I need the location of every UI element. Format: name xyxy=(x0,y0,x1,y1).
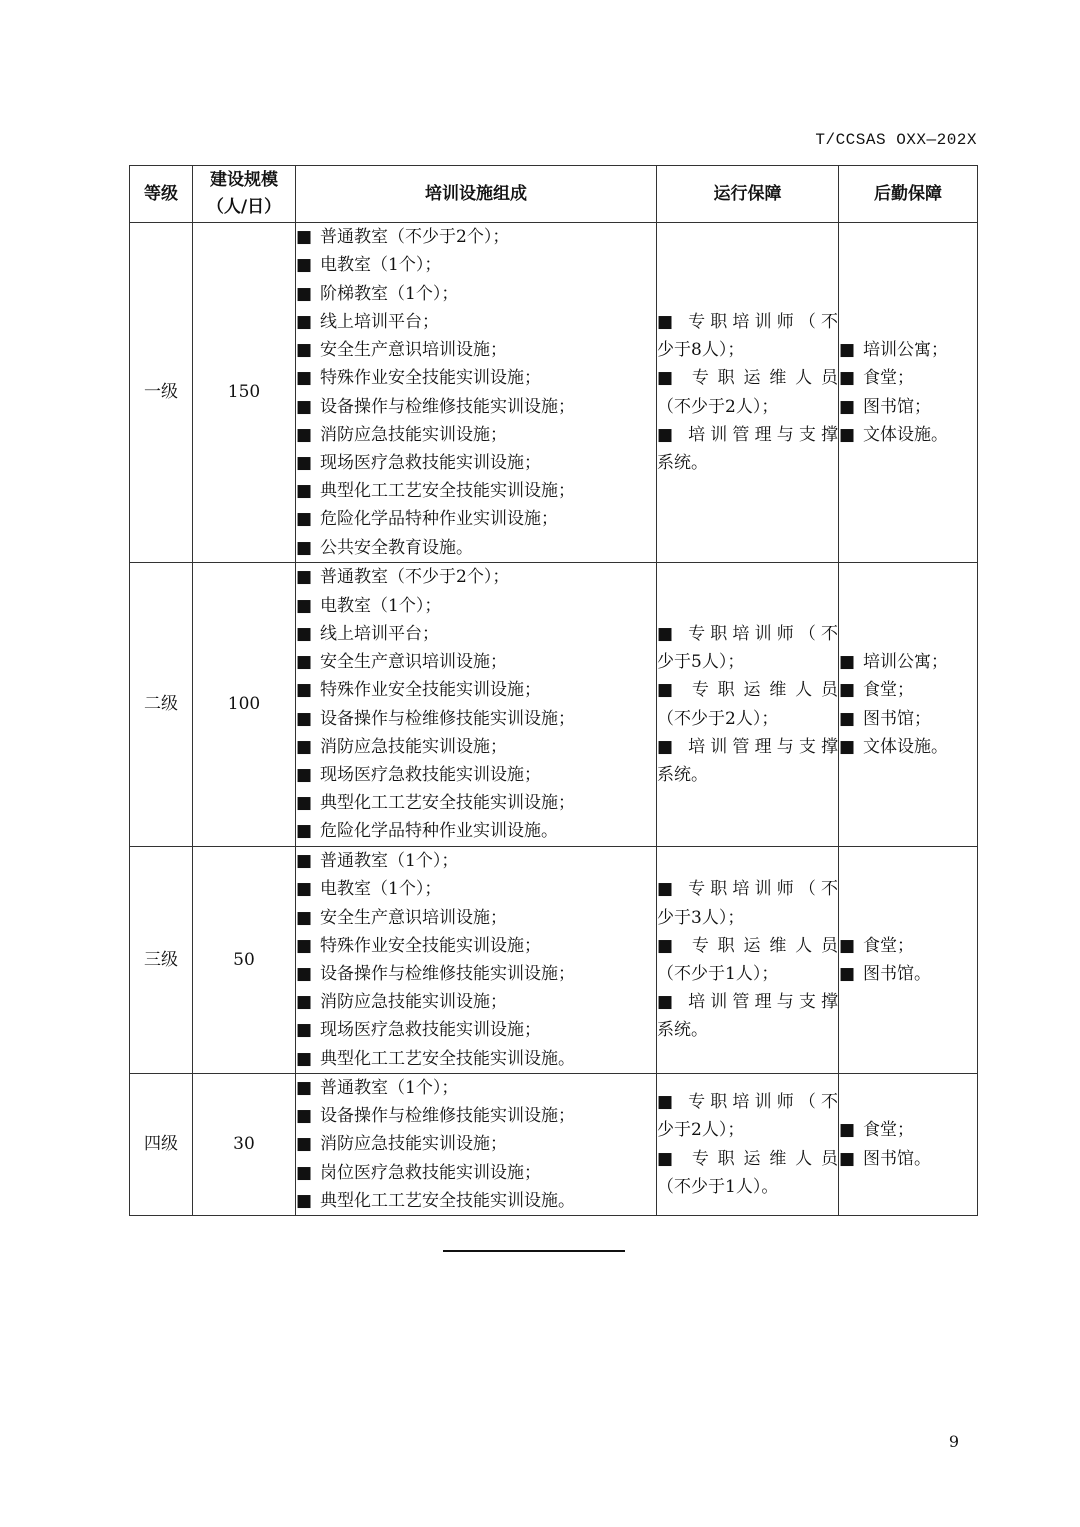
level-cell: 一级 xyxy=(130,223,193,563)
operation-text: （不少于1人）； xyxy=(657,964,779,984)
logistics-item xyxy=(839,960,977,988)
facility-text: 电教室（1个）； xyxy=(320,255,442,276)
bullet-square-icon: ■ xyxy=(839,1120,856,1141)
facility-text: 危险化学品特种作业实训设施。 xyxy=(320,821,558,842)
operation-line xyxy=(657,620,838,648)
facility-item xyxy=(296,960,656,988)
facility-text: 消防应急技能实训设施； xyxy=(320,424,507,445)
facility-text: 普通教室（不少于2个）； xyxy=(320,567,510,588)
bullet-square-icon: ■ xyxy=(657,311,674,332)
bullet-square-icon: ■ xyxy=(657,992,674,1013)
operation-line xyxy=(657,364,838,392)
operation-text: 专职运维人员 xyxy=(683,1148,838,1169)
operation-line xyxy=(657,1088,838,1116)
facility-item xyxy=(296,336,656,364)
bullet-square-icon: ■ xyxy=(296,992,313,1013)
logistics-text: 图书馆。 xyxy=(863,1148,931,1169)
operation-line xyxy=(657,1016,838,1044)
bullet-square-icon: ■ xyxy=(296,652,313,673)
logistics-text: 文体设施。 xyxy=(863,424,948,445)
facility-item xyxy=(296,676,656,704)
facility-text: 现场医疗急救技能实训设施； xyxy=(320,1020,541,1041)
facility-item xyxy=(296,251,656,279)
bullet-square-icon: ■ xyxy=(296,1162,313,1183)
bullet-square-icon: ■ xyxy=(839,736,856,757)
operation-text: （不少于2人）； xyxy=(657,708,779,729)
facility-text: 普通教室（1个）； xyxy=(320,851,459,872)
operation-cell xyxy=(657,223,839,563)
operation-line xyxy=(657,1116,838,1144)
operation-text: 系统。 xyxy=(657,1020,708,1041)
bullet-square-icon: ■ xyxy=(657,368,674,389)
operation-text: 少于5人）； xyxy=(657,652,745,673)
bullet-square-icon: ■ xyxy=(839,680,856,701)
facility-item xyxy=(296,449,656,477)
operation-text: 专职培训师（不 xyxy=(683,623,838,644)
facility-text: 线上培训平台； xyxy=(320,623,439,644)
bullet-square-icon: ■ xyxy=(296,879,313,900)
facility-item xyxy=(296,789,656,817)
table-header-row xyxy=(130,166,978,223)
bullet-square-icon: ■ xyxy=(296,764,313,785)
bullet-square-icon: ■ xyxy=(296,311,313,332)
operation-line xyxy=(657,1145,838,1173)
logistics-text: 培训公寓； xyxy=(863,652,948,673)
operation-text: 少于2人）； xyxy=(657,1120,745,1141)
facility-text: 普通教室（1个）； xyxy=(320,1078,459,1098)
logistics-item xyxy=(839,393,977,421)
bullet-square-icon: ■ xyxy=(296,452,313,473)
bullet-square-icon: ■ xyxy=(839,340,856,361)
operation-text: 专职运维人员 xyxy=(683,368,838,389)
bullet-square-icon: ■ xyxy=(296,340,313,361)
bullet-square-icon: ■ xyxy=(657,623,674,644)
bullet-square-icon: ■ xyxy=(296,537,313,558)
operation-text: （不少于2人）； xyxy=(657,396,779,417)
facility-text: 电教室（1个）； xyxy=(320,879,442,900)
bullet-square-icon: ■ xyxy=(296,368,313,389)
logistics-item xyxy=(839,648,977,676)
bullet-square-icon: ■ xyxy=(839,708,856,729)
facilities-cell xyxy=(296,1074,657,1216)
operation-cell xyxy=(657,847,839,1074)
facility-text: 典型化工工艺安全技能实训设施； xyxy=(320,481,575,502)
facility-item xyxy=(296,308,656,336)
facility-item xyxy=(296,223,656,251)
facility-item xyxy=(296,733,656,761)
page-number: 9 xyxy=(948,1432,959,1451)
operation-text: 系统。 xyxy=(657,764,708,785)
logistics-text: 图书馆。 xyxy=(863,964,931,984)
scale-cell: 150 xyxy=(193,223,296,563)
bullet-square-icon: ■ xyxy=(296,964,313,984)
operation-line xyxy=(657,705,838,733)
operation-line xyxy=(657,336,838,364)
bullet-square-icon: ■ xyxy=(296,1020,313,1041)
facility-item xyxy=(296,364,656,392)
operation-text: 专职运维人员 xyxy=(683,935,838,956)
facility-text: 消防应急技能实训设施； xyxy=(320,736,507,757)
facility-item xyxy=(296,620,656,648)
facility-item xyxy=(296,1102,656,1130)
operation-text: 专职培训师（不 xyxy=(683,879,838,900)
facility-item xyxy=(296,1045,656,1073)
facility-item xyxy=(296,1016,656,1044)
logistics-item xyxy=(839,705,977,733)
facility-text: 典型化工工艺安全技能实训设施。 xyxy=(320,1190,575,1211)
operation-text: 专职运维人员 xyxy=(683,680,838,701)
facilities-cell xyxy=(296,563,657,847)
operation-line xyxy=(657,676,838,704)
bullet-square-icon: ■ xyxy=(657,935,674,956)
operation-text: 培训管理与支撑 xyxy=(683,736,838,757)
bullet-square-icon: ■ xyxy=(296,708,313,729)
facility-text: 现场医疗急救技能实训设施； xyxy=(320,764,541,785)
bullet-square-icon: ■ xyxy=(296,680,313,701)
operation-text: 专职培训师（不 xyxy=(683,311,838,332)
scale-cell: 50 xyxy=(193,847,296,1074)
bullet-square-icon: ■ xyxy=(296,1048,313,1069)
logistics-item xyxy=(839,676,977,704)
bullet-square-icon: ■ xyxy=(657,736,674,757)
logistics-cell xyxy=(839,1074,978,1216)
facility-item xyxy=(296,761,656,789)
facilities-cell xyxy=(296,847,657,1074)
scale-cell: 30 xyxy=(193,1074,296,1216)
facility-item xyxy=(296,421,656,449)
operation-text: （不少于1人）。 xyxy=(657,1176,779,1197)
facility-text: 安全生产意识培训设施； xyxy=(320,652,507,673)
logistics-item xyxy=(839,1116,977,1144)
facility-item xyxy=(296,393,656,421)
logistics-item xyxy=(839,364,977,392)
facility-text: 典型化工工艺安全技能实训设施。 xyxy=(320,1048,575,1069)
operation-line xyxy=(657,960,838,988)
operation-cell xyxy=(657,1074,839,1216)
operation-line xyxy=(657,449,838,477)
bullet-square-icon: ■ xyxy=(839,652,856,673)
bullet-square-icon: ■ xyxy=(296,623,313,644)
facility-text: 岗位医疗急救技能实训设施； xyxy=(320,1162,541,1183)
logistics-item xyxy=(839,1145,977,1173)
facility-item xyxy=(296,904,656,932)
bullet-square-icon: ■ xyxy=(657,1092,674,1113)
bullet-square-icon: ■ xyxy=(657,1148,674,1169)
facility-item xyxy=(296,1074,656,1102)
facility-text: 特殊作业安全技能实训设施； xyxy=(320,680,541,701)
facility-item xyxy=(296,932,656,960)
operation-line xyxy=(657,421,838,449)
facility-text: 典型化工工艺安全技能实训设施； xyxy=(320,793,575,814)
facility-text: 特殊作业安全技能实训设施； xyxy=(320,935,541,956)
facilities-cell xyxy=(296,223,657,563)
logistics-item xyxy=(839,932,977,960)
facility-item xyxy=(296,648,656,676)
bullet-square-icon: ■ xyxy=(839,396,856,417)
bullet-square-icon: ■ xyxy=(296,1106,313,1127)
facility-item xyxy=(296,988,656,1016)
bullet-square-icon: ■ xyxy=(657,680,674,701)
operation-text: 系统。 xyxy=(657,452,708,473)
logistics-item xyxy=(839,421,977,449)
bullet-square-icon: ■ xyxy=(296,509,313,530)
facility-text: 设备操作与检维修技能实训设施； xyxy=(320,396,575,417)
facility-requirements-table xyxy=(129,165,978,1216)
facility-text: 设备操作与检维修技能实训设施； xyxy=(320,708,575,729)
bullet-square-icon: ■ xyxy=(839,964,856,984)
facility-item xyxy=(296,477,656,505)
bullet-square-icon: ■ xyxy=(296,907,313,928)
logistics-item xyxy=(839,336,977,364)
facility-text: 危险化学品特种作业实训设施； xyxy=(320,509,558,530)
facility-text: 设备操作与检维修技能实训设施； xyxy=(320,964,575,984)
facility-text: 线上培训平台； xyxy=(320,311,439,332)
facility-text: 安全生产意识培训设施； xyxy=(320,907,507,928)
operation-text: 少于8人）； xyxy=(657,340,745,361)
bullet-square-icon: ■ xyxy=(296,283,313,304)
logistics-text: 文体设施。 xyxy=(863,736,948,757)
bullet-square-icon: ■ xyxy=(296,1190,313,1211)
bullet-square-icon: ■ xyxy=(296,935,313,956)
logistics-text: 食堂； xyxy=(863,935,914,956)
bullet-square-icon: ■ xyxy=(296,1134,313,1155)
logistics-text: 培训公寓； xyxy=(863,340,948,361)
operation-line xyxy=(657,308,838,336)
table-row xyxy=(130,847,978,1074)
operation-text: 培训管理与支撑 xyxy=(683,424,838,445)
facility-item xyxy=(296,1130,656,1158)
logistics-text: 图书馆； xyxy=(863,708,931,729)
bullet-square-icon: ■ xyxy=(296,227,313,248)
operation-line xyxy=(657,733,838,761)
bullet-square-icon: ■ xyxy=(296,424,313,445)
bullet-square-icon: ■ xyxy=(839,368,856,389)
header-scale: 建设规模 （人/日） xyxy=(193,166,296,223)
facility-text: 消防应急技能实训设施； xyxy=(320,992,507,1013)
bullet-square-icon: ■ xyxy=(296,736,313,757)
table-row xyxy=(130,563,978,847)
bullet-square-icon: ■ xyxy=(657,424,674,445)
facility-item xyxy=(296,505,656,533)
operation-line xyxy=(657,393,838,421)
bullet-square-icon: ■ xyxy=(839,1148,856,1169)
facility-text: 现场医疗急救技能实训设施； xyxy=(320,452,541,473)
operation-line xyxy=(657,648,838,676)
logistics-text: 图书馆； xyxy=(863,396,931,417)
facility-item xyxy=(296,705,656,733)
table-row xyxy=(130,223,978,563)
bullet-square-icon: ■ xyxy=(296,851,313,872)
facility-text: 特殊作业安全技能实训设施； xyxy=(320,368,541,389)
bullet-square-icon: ■ xyxy=(296,567,313,588)
bullet-square-icon: ■ xyxy=(296,396,313,417)
operation-line xyxy=(657,988,838,1016)
operation-line xyxy=(657,932,838,960)
bullet-square-icon: ■ xyxy=(296,255,313,276)
header-logistics: 后勤保障 xyxy=(839,166,978,223)
bullet-square-icon: ■ xyxy=(839,424,856,445)
level-cell: 四级 xyxy=(130,1074,193,1216)
scale-cell: 100 xyxy=(193,563,296,847)
header-facilities: 培训设施组成 xyxy=(296,166,657,223)
operation-cell xyxy=(657,563,839,847)
facility-item xyxy=(296,1187,656,1215)
facility-text: 设备操作与检维修技能实训设施； xyxy=(320,1106,575,1127)
header-operation: 运行保障 xyxy=(657,166,839,223)
header-level: 等级 xyxy=(130,166,193,223)
end-rule xyxy=(443,1250,625,1252)
operation-line xyxy=(657,875,838,903)
operation-line xyxy=(657,761,838,789)
facility-item xyxy=(296,534,656,562)
facility-item xyxy=(296,592,656,620)
level-cell: 三级 xyxy=(130,847,193,1074)
facility-item xyxy=(296,1159,656,1187)
logistics-text: 食堂； xyxy=(863,680,914,701)
logistics-cell xyxy=(839,563,978,847)
bullet-square-icon: ■ xyxy=(296,793,313,814)
facility-item xyxy=(296,875,656,903)
logistics-text: 食堂； xyxy=(863,368,914,389)
logistics-text: 食堂； xyxy=(863,1120,914,1141)
facility-item xyxy=(296,847,656,875)
facility-text: 公共安全教育设施。 xyxy=(320,537,473,558)
facility-text: 普通教室（不少于2个）； xyxy=(320,227,510,248)
operation-text: 少于3人）； xyxy=(657,907,745,928)
bullet-square-icon: ■ xyxy=(296,595,313,616)
bullet-square-icon: ■ xyxy=(296,821,313,842)
logistics-cell xyxy=(839,223,978,563)
facility-text: 电教室（1个）； xyxy=(320,595,442,616)
facility-text: 安全生产意识培训设施； xyxy=(320,340,507,361)
facility-item xyxy=(296,280,656,308)
facility-item xyxy=(296,817,656,845)
level-cell: 二级 xyxy=(130,563,193,847)
bullet-square-icon: ■ xyxy=(839,935,856,956)
operation-text: 专职培训师（不 xyxy=(683,1092,838,1113)
table-row xyxy=(130,1074,978,1216)
standard-code: T/CCSAS OXX—202X xyxy=(815,131,977,149)
operation-text: 培训管理与支撑 xyxy=(683,992,838,1013)
bullet-square-icon: ■ xyxy=(657,879,674,900)
bullet-square-icon: ■ xyxy=(296,1078,313,1098)
facility-item xyxy=(296,563,656,591)
bullet-square-icon: ■ xyxy=(296,481,313,502)
operation-line xyxy=(657,904,838,932)
operation-line xyxy=(657,1173,838,1201)
logistics-cell xyxy=(839,847,978,1074)
facility-text: 阶梯教室（1个）； xyxy=(320,283,459,304)
facility-text: 消防应急技能实训设施； xyxy=(320,1134,507,1155)
logistics-item xyxy=(839,733,977,761)
